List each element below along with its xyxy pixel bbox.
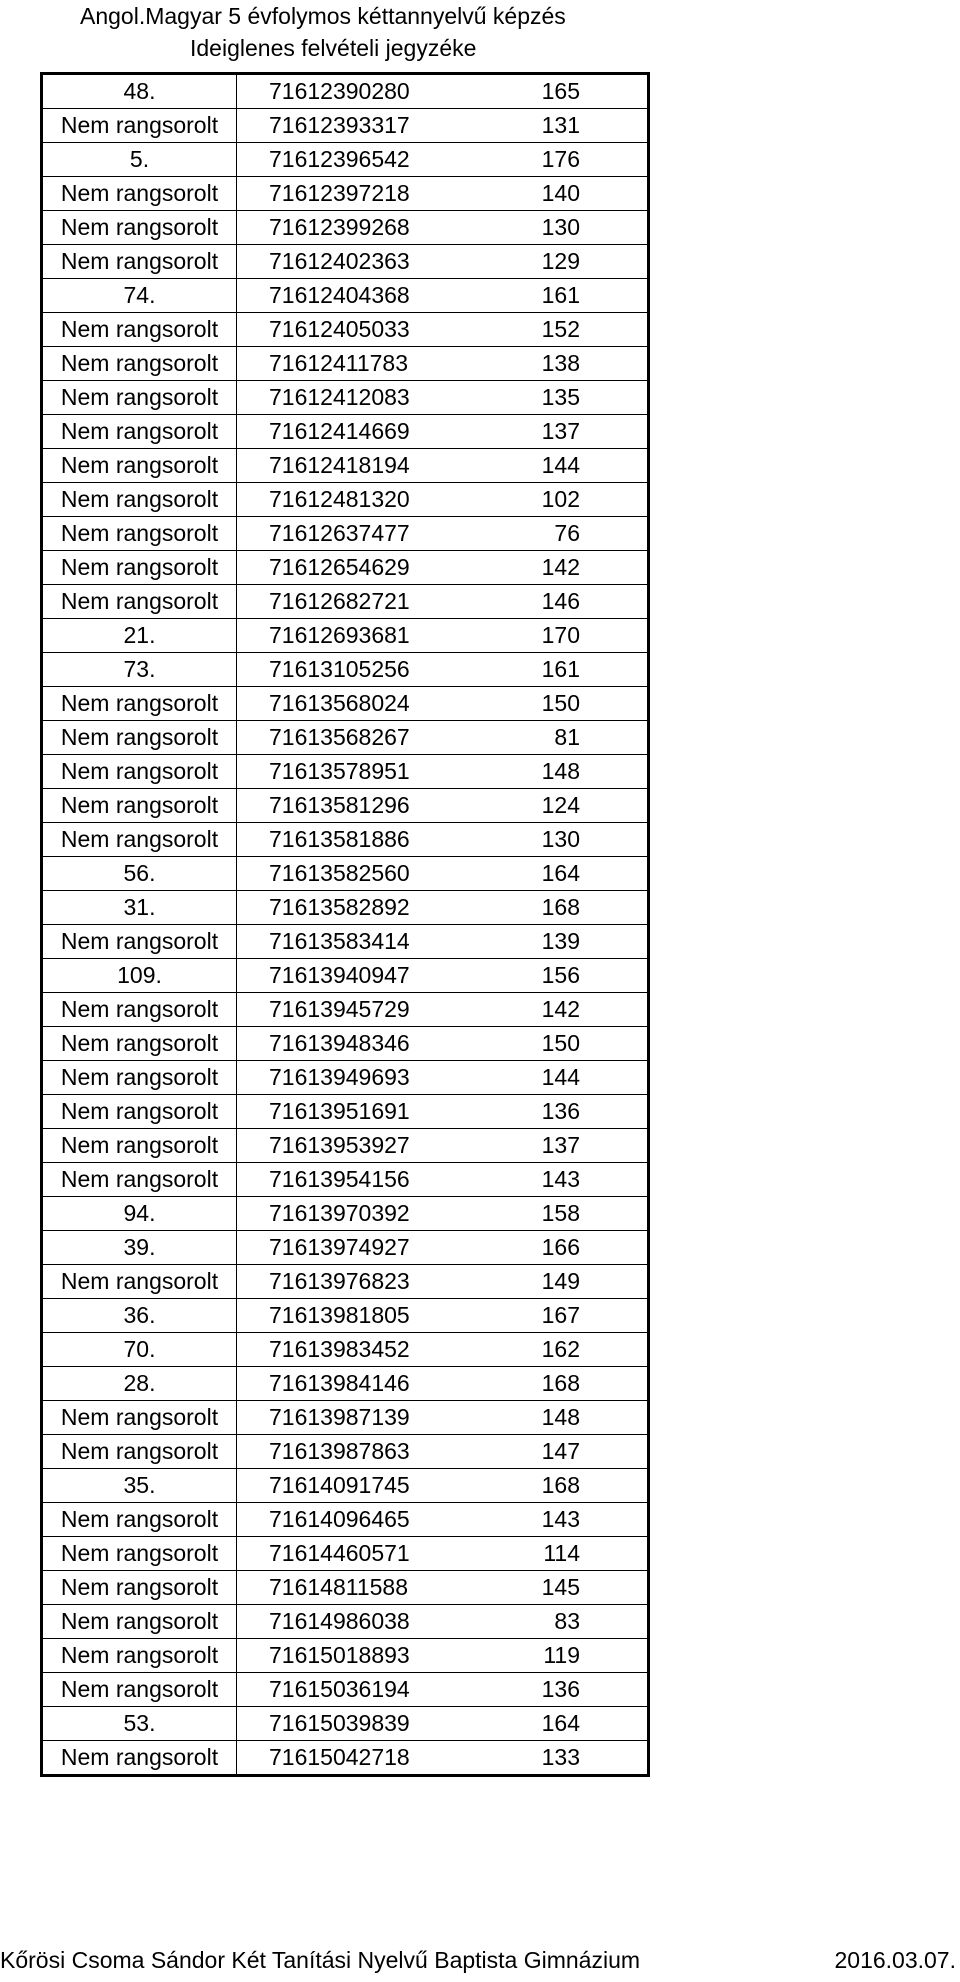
score-cell: 136 <box>493 1673 649 1707</box>
applicant-id-cell: 71612418194 <box>237 449 493 483</box>
table-row <box>42 1197 649 1231</box>
table-row <box>42 585 649 619</box>
rank-cell: Nem rangsorolt <box>42 721 237 755</box>
page-subtitle: Ideiglenes felvételi jegyzéke <box>190 35 477 61</box>
rank-cell: Nem rangsorolt <box>42 1061 237 1095</box>
rank-cell: 35. <box>42 1469 237 1503</box>
admission-list-table <box>40 72 650 1777</box>
score-cell: 130 <box>493 211 649 245</box>
applicant-id-cell: 71613940947 <box>237 959 493 993</box>
score-cell: 162 <box>493 1333 649 1367</box>
table-row <box>42 959 649 993</box>
applicant-id-cell: 71613583414 <box>237 925 493 959</box>
applicant-id-cell: 71613951691 <box>237 1095 493 1129</box>
table-row <box>42 1265 649 1299</box>
applicant-id-cell: 71614986038 <box>237 1605 493 1639</box>
score-cell: 166 <box>493 1231 649 1265</box>
score-cell: 144 <box>493 1061 649 1095</box>
score-cell: 139 <box>493 925 649 959</box>
applicant-id-cell: 71612404368 <box>237 279 493 313</box>
score-cell: 142 <box>493 551 649 585</box>
score-cell: 148 <box>493 755 649 789</box>
score-cell: 133 <box>493 1741 649 1776</box>
table-row <box>42 1707 649 1741</box>
score-cell: 102 <box>493 483 649 517</box>
table-row <box>42 687 649 721</box>
applicant-id-cell: 71612402363 <box>237 245 493 279</box>
score-cell: 147 <box>493 1435 649 1469</box>
rank-cell: Nem rangsorolt <box>42 347 237 381</box>
score-cell: 137 <box>493 1129 649 1163</box>
score-cell: 164 <box>493 857 649 891</box>
applicant-id-cell: 71612399268 <box>237 211 493 245</box>
applicant-id-cell: 71612637477 <box>237 517 493 551</box>
rank-cell: Nem rangsorolt <box>42 687 237 721</box>
applicant-id-cell: 71612396542 <box>237 143 493 177</box>
applicant-id-cell: 71613581886 <box>237 823 493 857</box>
applicant-id-cell: 71614091745 <box>237 1469 493 1503</box>
table-row <box>42 347 649 381</box>
rank-cell: Nem rangsorolt <box>42 245 237 279</box>
rank-cell: Nem rangsorolt <box>42 1401 237 1435</box>
applicant-id-cell: 71614460571 <box>237 1537 493 1571</box>
table-row <box>42 1503 649 1537</box>
score-cell: 161 <box>493 653 649 687</box>
applicant-id-cell: 71612693681 <box>237 619 493 653</box>
score-cell: 165 <box>493 74 649 109</box>
applicant-id-cell: 71613954156 <box>237 1163 493 1197</box>
applicant-id-cell: 71612411783 <box>237 347 493 381</box>
rank-cell: Nem rangsorolt <box>42 1741 237 1776</box>
score-cell: 76 <box>493 517 649 551</box>
rank-cell: Nem rangsorolt <box>42 1265 237 1299</box>
applicant-id-cell: 71613568024 <box>237 687 493 721</box>
applicant-id-cell: 71613105256 <box>237 653 493 687</box>
score-cell: 142 <box>493 993 649 1027</box>
rank-cell: 74. <box>42 279 237 313</box>
table-row <box>42 1469 649 1503</box>
score-cell: 152 <box>493 313 649 347</box>
table-row <box>42 211 649 245</box>
applicant-id-cell: 71612393317 <box>237 109 493 143</box>
applicant-id-cell: 71613568267 <box>237 721 493 755</box>
rank-cell: Nem rangsorolt <box>42 109 237 143</box>
score-cell: 144 <box>493 449 649 483</box>
score-cell: 129 <box>493 245 649 279</box>
table-row <box>42 1673 649 1707</box>
rank-cell: Nem rangsorolt <box>42 415 237 449</box>
rank-cell: Nem rangsorolt <box>42 1435 237 1469</box>
table-row <box>42 381 649 415</box>
rank-cell: 39. <box>42 1231 237 1265</box>
applicant-id-cell: 71615039839 <box>237 1707 493 1741</box>
rank-cell: Nem rangsorolt <box>42 823 237 857</box>
rank-cell: Nem rangsorolt <box>42 755 237 789</box>
admission-list-body <box>42 74 649 1776</box>
score-cell: 161 <box>493 279 649 313</box>
score-cell: 176 <box>493 143 649 177</box>
rank-cell: Nem rangsorolt <box>42 381 237 415</box>
rank-cell: 31. <box>42 891 237 925</box>
applicant-id-cell: 71615042718 <box>237 1741 493 1776</box>
score-cell: 81 <box>493 721 649 755</box>
applicant-id-cell: 71613948346 <box>237 1027 493 1061</box>
table-row <box>42 1129 649 1163</box>
score-cell: 131 <box>493 109 649 143</box>
score-cell: 168 <box>493 1469 649 1503</box>
rank-cell: 36. <box>42 1299 237 1333</box>
applicant-id-cell: 71613953927 <box>237 1129 493 1163</box>
rank-cell: Nem rangsorolt <box>42 993 237 1027</box>
rank-cell: Nem rangsorolt <box>42 211 237 245</box>
table-row <box>42 755 649 789</box>
applicant-id-cell: 71615018893 <box>237 1639 493 1673</box>
applicant-id-cell: 71612412083 <box>237 381 493 415</box>
table-row <box>42 483 649 517</box>
applicant-id-cell: 71613983452 <box>237 1333 493 1367</box>
score-cell: 158 <box>493 1197 649 1231</box>
applicant-id-cell: 71613981805 <box>237 1299 493 1333</box>
table-row <box>42 721 649 755</box>
table-row <box>42 177 649 211</box>
applicant-id-cell: 71615036194 <box>237 1673 493 1707</box>
applicant-id-cell: 71613970392 <box>237 1197 493 1231</box>
rank-cell: Nem rangsorolt <box>42 925 237 959</box>
applicant-id-cell: 71613949693 <box>237 1061 493 1095</box>
score-cell: 170 <box>493 619 649 653</box>
footer-school-name: Kőrösi Csoma Sándor Két Tanítási Nyelvű Baptista Gimnázium <box>0 1947 641 1973</box>
score-cell: 146 <box>493 585 649 619</box>
table-row <box>42 619 649 653</box>
rank-cell: 73. <box>42 653 237 687</box>
rank-cell: Nem rangsorolt <box>42 517 237 551</box>
rank-cell: Nem rangsorolt <box>42 1095 237 1129</box>
table-row <box>42 1741 649 1776</box>
rank-cell: Nem rangsorolt <box>42 1537 237 1571</box>
table-row <box>42 993 649 1027</box>
table-row <box>42 1061 649 1095</box>
score-cell: 143 <box>493 1163 649 1197</box>
rank-cell: Nem rangsorolt <box>42 1673 237 1707</box>
table-row <box>42 891 649 925</box>
rank-cell: Nem rangsorolt <box>42 313 237 347</box>
rank-cell: Nem rangsorolt <box>42 483 237 517</box>
table-row <box>42 789 649 823</box>
applicant-id-cell: 71613987863 <box>237 1435 493 1469</box>
score-cell: 143 <box>493 1503 649 1537</box>
applicant-id-cell: 71612682721 <box>237 585 493 619</box>
table-row <box>42 1367 649 1401</box>
applicant-id-cell: 71613987139 <box>237 1401 493 1435</box>
score-cell: 164 <box>493 1707 649 1741</box>
applicant-id-cell: 71613976823 <box>237 1265 493 1299</box>
rank-cell: Nem rangsorolt <box>42 1639 237 1673</box>
applicant-id-cell: 71614811588 <box>237 1571 493 1605</box>
applicant-id-cell: 71613582560 <box>237 857 493 891</box>
table-row <box>42 517 649 551</box>
applicant-id-cell: 71612397218 <box>237 177 493 211</box>
rank-cell: 5. <box>42 143 237 177</box>
score-cell: 150 <box>493 1027 649 1061</box>
table-row <box>42 313 649 347</box>
rank-cell: 56. <box>42 857 237 891</box>
table-row <box>42 74 649 109</box>
rank-cell: Nem rangsorolt <box>42 449 237 483</box>
applicant-id-cell: 71613581296 <box>237 789 493 823</box>
table-row <box>42 1605 649 1639</box>
table-row <box>42 1435 649 1469</box>
rank-cell: Nem rangsorolt <box>42 1571 237 1605</box>
table-row <box>42 1537 649 1571</box>
page-title: Angol.Magyar 5 évfolymos kéttannyelvű képzés <box>80 3 566 29</box>
score-cell: 156 <box>493 959 649 993</box>
table-row <box>42 1639 649 1673</box>
table-row <box>42 279 649 313</box>
rank-cell: Nem rangsorolt <box>42 177 237 211</box>
rank-cell: 94. <box>42 1197 237 1231</box>
table-row <box>42 1027 649 1061</box>
table-row <box>42 857 649 891</box>
score-cell: 137 <box>493 415 649 449</box>
score-cell: 150 <box>493 687 649 721</box>
applicant-id-cell: 71612405033 <box>237 313 493 347</box>
rank-cell: 70. <box>42 1333 237 1367</box>
rank-cell: Nem rangsorolt <box>42 1503 237 1537</box>
score-cell: 135 <box>493 381 649 415</box>
rank-cell: 48. <box>42 74 237 109</box>
applicant-id-cell: 71613984146 <box>237 1367 493 1401</box>
applicant-id-cell: 71613582892 <box>237 891 493 925</box>
score-cell: 167 <box>493 1299 649 1333</box>
score-cell: 136 <box>493 1095 649 1129</box>
applicant-id-cell: 71613578951 <box>237 755 493 789</box>
table-row <box>42 415 649 449</box>
table-row <box>42 1095 649 1129</box>
rank-cell: Nem rangsorolt <box>42 551 237 585</box>
rank-cell: Nem rangsorolt <box>42 1605 237 1639</box>
score-cell: 119 <box>493 1639 649 1673</box>
applicant-id-cell: 71613945729 <box>237 993 493 1027</box>
table-row <box>42 1571 649 1605</box>
score-cell: 140 <box>493 177 649 211</box>
rank-cell: Nem rangsorolt <box>42 1027 237 1061</box>
table-row <box>42 551 649 585</box>
table-row <box>42 1231 649 1265</box>
score-cell: 149 <box>493 1265 649 1299</box>
score-cell: 145 <box>493 1571 649 1605</box>
table-row <box>42 143 649 177</box>
applicant-id-cell: 71613974927 <box>237 1231 493 1265</box>
score-cell: 168 <box>493 891 649 925</box>
rank-cell: Nem rangsorolt <box>42 585 237 619</box>
score-cell: 168 <box>493 1367 649 1401</box>
applicant-id-cell: 71614096465 <box>237 1503 493 1537</box>
table-row <box>42 653 649 687</box>
rank-cell: 109. <box>42 959 237 993</box>
table-row <box>42 1333 649 1367</box>
table-row <box>42 1401 649 1435</box>
table-row <box>42 109 649 143</box>
applicant-id-cell: 71612654629 <box>237 551 493 585</box>
rank-cell: Nem rangsorolt <box>42 1129 237 1163</box>
table-row <box>42 1163 649 1197</box>
score-cell: 124 <box>493 789 649 823</box>
score-cell: 130 <box>493 823 649 857</box>
rank-cell: 53. <box>42 1707 237 1741</box>
score-cell: 138 <box>493 347 649 381</box>
rank-cell: 28. <box>42 1367 237 1401</box>
score-cell: 83 <box>493 1605 649 1639</box>
applicant-id-cell: 71612390280 <box>237 74 493 109</box>
score-cell: 114 <box>493 1537 649 1571</box>
score-cell: 148 <box>493 1401 649 1435</box>
rank-cell: Nem rangsorolt <box>42 789 237 823</box>
applicant-id-cell: 71612481320 <box>237 483 493 517</box>
table-row <box>42 823 649 857</box>
rank-cell: Nem rangsorolt <box>42 1163 237 1197</box>
table-row <box>42 245 649 279</box>
table-row <box>42 925 649 959</box>
rank-cell: 21. <box>42 619 237 653</box>
table-row <box>42 1299 649 1333</box>
table-row <box>42 449 649 483</box>
applicant-id-cell: 71612414669 <box>237 415 493 449</box>
footer-date: 2016.03.07. <box>834 1947 956 1973</box>
